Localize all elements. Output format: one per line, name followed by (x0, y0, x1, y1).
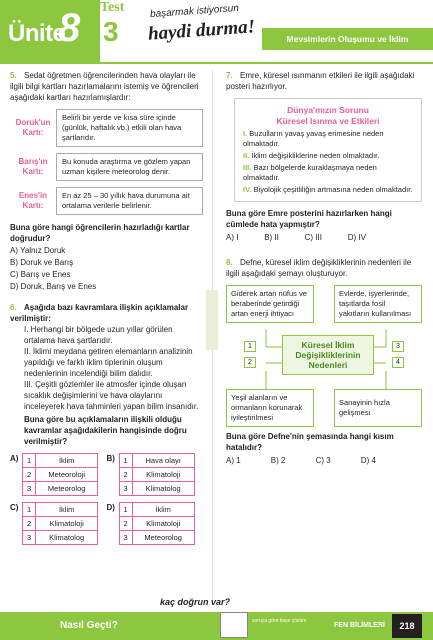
answer-table (22, 502, 98, 545)
options-row (226, 455, 376, 466)
option-d[interactable]: D) IV (347, 233, 366, 242)
question-prompt: Buna göre hangi öğrencilerin hazırladığı kartlar doğrudur? (10, 223, 190, 243)
table-cell: 3 (119, 531, 132, 545)
option-letter: B) (106, 454, 115, 463)
option-a[interactable]: A) Yalnız Doruk (10, 246, 66, 255)
question-number: 5. (10, 71, 17, 80)
item-text: Buzulların yavaş yavaş erimesine neden olmaktadır. (243, 129, 384, 148)
card-label: Enes'in Kartı: (18, 191, 48, 210)
question-prompt: Buna göre Emre posterini hazırlarken hangi cümlede hata yapmıştır? (226, 209, 392, 229)
table-cell: 1 (23, 503, 36, 517)
schema-num-2: 2 (244, 357, 256, 368)
option-d[interactable]: D) 4 (360, 456, 376, 465)
table-cell: İklim (36, 454, 98, 468)
page-number: 218 (392, 614, 422, 638)
question-7 (226, 70, 422, 243)
schema-box-3: Yeşil alanların ve ormanların korunarak iyileştirilmesi (226, 389, 314, 427)
table-cell: 3 (119, 482, 132, 496)
table-cell: Klimatoloji (36, 517, 98, 531)
item-number: III. (243, 163, 252, 172)
test-label: Test (100, 0, 125, 15)
option-letter: D) (106, 503, 115, 512)
answer-table (119, 502, 195, 545)
option-c[interactable]: C) III (304, 233, 322, 242)
table-cell: 1 (119, 503, 132, 517)
poster-item (243, 151, 413, 161)
table-cell: Meteorolog (36, 482, 98, 496)
card-label: Barış'ın Kartı: (18, 157, 48, 176)
options-row (226, 232, 366, 243)
schema-center: Küresel İklim Değişikliklerinin Nedenleri (282, 335, 374, 375)
answer-table (22, 453, 98, 496)
answer-tables (10, 453, 203, 551)
option-letter: C) (10, 503, 19, 512)
table-cell: 2 (23, 468, 36, 482)
question-stem: Emre, küresel ısınmanın etkileri ile ilgili aşağıdaki posteri hazırlıyor. (226, 71, 415, 91)
option-b[interactable]: B) Doruk ve Barış (10, 258, 74, 267)
table-cell: Klimatolog (36, 531, 98, 545)
table-cell: Meteorolog (132, 531, 194, 545)
table-cell: 3 (23, 531, 36, 545)
test-number: 3 (103, 16, 119, 47)
unit-number: 8 (58, 6, 81, 50)
question-5 (10, 70, 203, 292)
schema-diagram (226, 285, 422, 425)
table-cell: 1 (23, 454, 36, 468)
answer-table (119, 453, 195, 496)
option-c[interactable]: C) Barış ve Enes (10, 270, 71, 279)
footer-prompt: Nasıl Geçti? (60, 620, 118, 631)
option-b[interactable]: B) 2 (270, 456, 286, 465)
section-title: Mevsimlerin Oluşumu ve İklim (262, 28, 433, 50)
schema-box-4: Sanayinin hızla gelişmesi (334, 389, 422, 427)
question-6 (10, 302, 203, 551)
item-ii: II. İklimi meydana getiren elemanların analizinin yapıldığı ve farklı iklim tiplerinin oluşum nedenlerinin incelendiği bilim dalıdır. (24, 347, 193, 378)
item-number: I. (243, 129, 248, 138)
item-number: IV. (243, 185, 252, 194)
schema-num-1: 1 (244, 341, 256, 352)
slogan-small: başarmak istiyorsun (149, 2, 240, 21)
schema-num-4: 4 (392, 357, 404, 368)
option-b[interactable]: B) II (264, 233, 279, 242)
card-text: En az 25 – 30 yıllık hava durumuna ait ortalama verilerle belirlenir. (56, 187, 203, 215)
table-cell: Hava olayı (132, 454, 194, 468)
table-cell: Klimatoloji (132, 517, 194, 531)
poster-subtitle: Küresel Isınma ve Etkileri (276, 116, 380, 126)
table-cell: İklim (132, 503, 194, 517)
schema-box-2: Evlerde, işyerlerinde, taşıtlarda fosil yakıtların kullanılması (334, 285, 422, 323)
poster (234, 98, 422, 202)
option-a[interactable]: A) 1 (226, 456, 241, 465)
question-8 (226, 257, 422, 466)
subject-label: FEN BİLİMLERİ (334, 622, 385, 629)
table-cell: Klimatoloji (132, 468, 194, 482)
option-a[interactable] (10, 453, 107, 496)
option-letter: A) (10, 454, 19, 463)
poster-item (243, 163, 413, 183)
question-prompt: Buna göre bu açıklamaların ilişkili olduğu kavramlar aşağıdakilerin hangisinde doğru verilmiştir? (24, 415, 187, 446)
question-prompt: Buna göre Defne'nin şemasında hangi kısım hatalıdır? (226, 432, 394, 452)
item-text: İklim değişikliklerine neden olmaktadır. (251, 151, 380, 160)
card-text: Bu konuda araştırma ve gözlem yapan uzman kişilere meteorolog denir. (56, 153, 203, 181)
footer-qr-note: soruya göre kaşe çözüm (252, 618, 307, 624)
question-number: 6. (10, 303, 17, 312)
item-text: Biyolojik çeşitliliğin artmasına neden olmaktadır. (253, 185, 413, 194)
card-baris (10, 153, 203, 181)
table-cell: 3 (23, 482, 36, 496)
slogan-large: haydi durma! (147, 16, 256, 45)
option-b[interactable] (107, 453, 204, 496)
table-cell: Klimatolog (132, 482, 194, 496)
poster-item (243, 129, 413, 149)
table-cell: 2 (23, 517, 36, 531)
question-stem: Aşağıda bazı kavramlara ilişkin açıklamalar verilmiştir: (10, 303, 189, 323)
right-column (226, 70, 422, 472)
left-column (10, 70, 203, 557)
option-d[interactable] (107, 502, 204, 545)
item-number: II. (243, 151, 250, 160)
option-a[interactable]: A) I (226, 233, 239, 242)
question-number: 8. (226, 258, 233, 267)
item-text: Bazı bölgelerde kuraklaşmaya neden olmaktadır. (243, 163, 377, 182)
table-cell: Meteoroloji (36, 468, 98, 482)
poster-item (243, 185, 413, 195)
card-label: Doruk'un Kartı: (15, 118, 51, 137)
card-doruk (10, 109, 203, 147)
table-cell: İklim (36, 503, 98, 517)
option-c[interactable] (10, 502, 107, 545)
question-stem: Sedat öğretmen öğrencilerinden hava olayları ile ilgili bilgi kartları hazırlamalarını istemiş ve öğrencileri aşağıdaki kartları hazırlamışlardır: (10, 71, 199, 102)
poster-title: Dünya'mızın Sorunu (287, 105, 369, 115)
question-stem: Defne, küresel iklim değişikliklerinin nedenleri ile ilgili aşağıdaki şemayı oluşturuyor. (226, 258, 412, 278)
qr-code-icon[interactable] (220, 612, 248, 638)
table-cell: 2 (119, 468, 132, 482)
item-iii: III. Çeşitli gözlemler ile atmosfer içinde oluşan sıcaklık değişimlerini ve hava olaylarını inceleyerek hava tahminleri yapan bilim insanıdır. (24, 380, 199, 411)
item-i: I. Herhangi bir bölgede uzun yıllar görülen ortalama hava şartlarıdır. (24, 325, 173, 345)
option-c[interactable]: C) 3 (315, 456, 331, 465)
question-number: 7. (226, 71, 233, 80)
side-tab (206, 290, 218, 350)
footer-score-label: kaç doğrun var? (160, 597, 231, 607)
unit-label: Ünite (8, 20, 66, 47)
option-d[interactable]: D) Doruk, Barış ve Enes (10, 282, 97, 291)
table-cell: 2 (119, 517, 132, 531)
card-text: Belirli bir yerde ve kısa süre içinde (günlük, haftalık vb.) etkili olan hava şartlarıdır. (56, 109, 203, 147)
schema-box-1: Giderek artan nüfus ve beraberinde getirdiği artan enerji ihtiyacı (226, 285, 314, 323)
schema-num-3: 3 (392, 341, 404, 352)
card-enes (10, 187, 203, 215)
header-divider (0, 62, 433, 64)
table-cell: 1 (119, 454, 132, 468)
